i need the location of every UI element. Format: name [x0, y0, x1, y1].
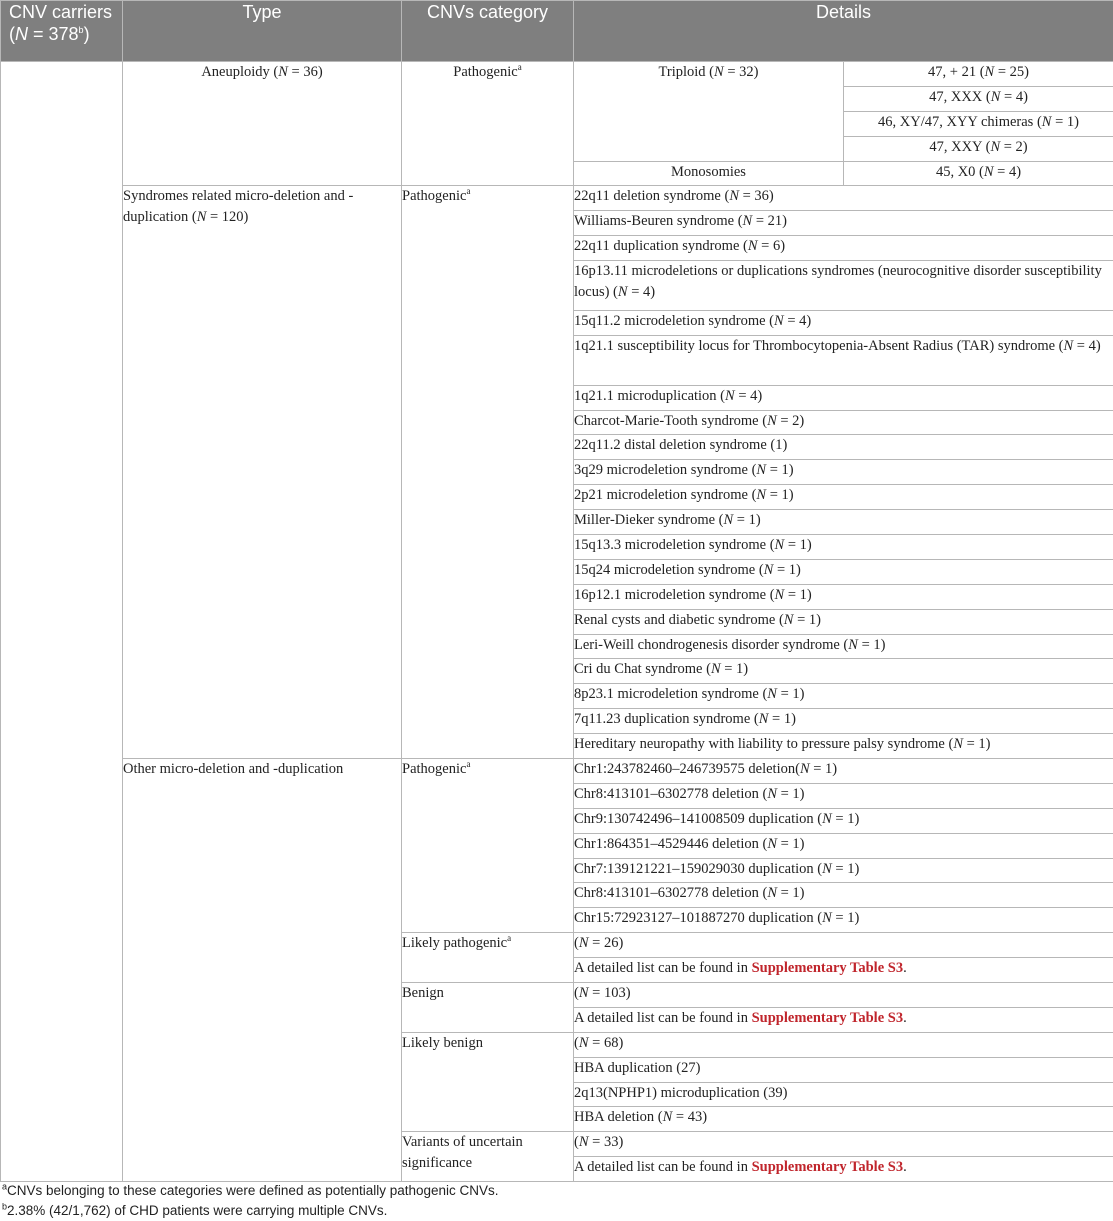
detailed-list-item: A detailed list can be found in Supplementary Table S3. [574, 1007, 1113, 1032]
header-cnvs-category: CNVs category [402, 1, 574, 62]
cnv-item: HBA duplication (27) [574, 1057, 1113, 1082]
syndrome-item: Charcot-Marie-Tooth syndrome (N = 2) [574, 410, 1113, 435]
category-other-pathogenic: Pathogenic$^a$ [402, 758, 574, 932]
cnv-item: Chr1:243782460–246739575 deletion(N = 1) [574, 758, 1113, 783]
syndrome-item: 2p21 microdeletion syndrome (N = 1) [574, 485, 1113, 510]
detailed-list-item: A detailed list can be found in Supplementary Table S3. [574, 958, 1113, 983]
footnote-a: $^a$CNVs belonging to these categories were defined as potentially pathogenic CNVs. [2, 1181, 499, 1198]
category-syndromes: Pathogenic$^a$ [402, 186, 574, 759]
syndrome-item: 22q11 deletion syndrome (N = 36) [574, 186, 1113, 211]
footnote-b: $^b$2.38% (42/1,762) of CHD patients were carrying multiple CNVs. [2, 1201, 388, 1218]
table-row [1, 758, 1113, 783]
syndrome-item: 22q11.2 distal deletion syndrome (1) [574, 435, 1113, 460]
syndrome-item: Williams-Beuren syndrome (N = 21) [574, 211, 1113, 236]
detail-monosomies: Monosomies [574, 161, 844, 186]
header-details: Details [574, 1, 1113, 62]
cnv-item: Chr1:864351–4529446 deletion (N = 1) [574, 833, 1113, 858]
karyotype-cell: 47, + 21 (N = 25) [844, 62, 1113, 87]
syndrome-item: 15q24 microdeletion syndrome (N = 1) [574, 559, 1113, 584]
cnv-item: Chr15:72923127–101887270 duplication (N = 1) [574, 908, 1113, 933]
count-item: (N = 26) [574, 933, 1113, 958]
syndrome-item: 1q21.1 microduplication (N = 4) [574, 385, 1113, 410]
syndrome-item: Cri du Chat syndrome (N = 1) [574, 659, 1113, 684]
carriers-cell [1, 62, 123, 1182]
footnotes [0, 1181, 1113, 1221]
header-cnv-carriers: CNV carriers $(N = 378^b)$ [1, 1, 123, 62]
table-row [1, 62, 1113, 87]
syndrome-item: 16p13.11 microdeletions or duplications syndromes (neurocognitive disorder susceptibility locus) (N = 4) [574, 261, 1113, 311]
category-aneuploidy: Pathogenic$^a$ [402, 62, 574, 186]
category-vus: Variants of uncertain significance [402, 1132, 574, 1182]
header-type: Type [123, 1, 402, 62]
syndrome-item: 15q11.2 microdeletion syndrome (N = 4) [574, 310, 1113, 335]
table-header-row [1, 1, 1113, 62]
syndrome-item: 8p23.1 microdeletion syndrome (N = 1) [574, 684, 1113, 709]
syndrome-item: 16p12.1 microdeletion syndrome (N = 1) [574, 584, 1113, 609]
type-other: Other micro-deletion and -duplication [123, 758, 402, 1181]
type-aneuploidy: Aneuploidy (N = 36) [123, 62, 402, 186]
karyotype-cell: 45, X0 (N = 4) [844, 161, 1113, 186]
syndrome-item: Leri-Weill chondrogenesis disorder syndrome (N = 1) [574, 634, 1113, 659]
cnv-item: 2q13(NPHP1) microduplication (39) [574, 1082, 1113, 1107]
syndrome-item: 3q29 microdeletion syndrome (N = 1) [574, 460, 1113, 485]
type-syndromes: Syndromes related micro-deletion and -duplication (N = 120) [123, 186, 402, 759]
count-item: (N = 68) [574, 1032, 1113, 1057]
supplementary-table-link[interactable]: Supplementary Table S3 [751, 960, 904, 977]
cnv-item: HBA deletion (N = 43) [574, 1107, 1113, 1132]
count-item: (N = 33) [574, 1132, 1113, 1157]
category-benign: Benign [402, 982, 574, 1032]
count-item: (N = 103) [574, 982, 1113, 1007]
cnv-item: Chr9:130742496–141008509 duplication (N = 1) [574, 808, 1113, 833]
cnv-item: Chr7:139121221–159029030 duplication (N = 1) [574, 858, 1113, 883]
table-row [1, 186, 1113, 211]
category-likely-pathogenic: Likely pathogenic$^a$ [402, 933, 574, 983]
karyotype-cell: 46, XY/47, XYY chimeras (N = 1) [844, 111, 1113, 136]
syndrome-item: 22q11 duplication syndrome (N = 6) [574, 236, 1113, 261]
supplementary-table-link[interactable]: Supplementary Table S3 [751, 1009, 904, 1026]
karyotype-cell: 47, XXY (N = 2) [844, 136, 1113, 161]
syndrome-item: Renal cysts and diabetic syndrome (N = 1) [574, 609, 1113, 634]
syndrome-item: 1q21.1 susceptibility locus for Thrombocytopenia-Absent Radius (TAR) syndrome (N = 4) [574, 335, 1113, 385]
detail-triploid: Triploid (N = 32) [574, 62, 844, 162]
category-likely-benign: Likely benign [402, 1032, 574, 1132]
detailed-list-item: A detailed list can be found in Supplementary Table S3. [574, 1157, 1113, 1182]
syndrome-item: Miller-Dieker syndrome (N = 1) [574, 510, 1113, 535]
cnv-item: Chr8:413101–6302778 deletion (N = 1) [574, 783, 1113, 808]
syndrome-item: 7q11.23 duplication syndrome (N = 1) [574, 709, 1113, 734]
supplementary-table-link[interactable]: Supplementary Table S3 [751, 1159, 904, 1176]
syndrome-item: Hereditary neuropathy with liability to pressure palsy syndrome (N = 1) [574, 734, 1113, 759]
cnv-item: Chr8:413101–6302778 deletion (N = 1) [574, 883, 1113, 908]
syndrome-item: 15q13.3 microdeletion syndrome (N = 1) [574, 534, 1113, 559]
karyotype-cell: 47, XXX (N = 4) [844, 86, 1113, 111]
